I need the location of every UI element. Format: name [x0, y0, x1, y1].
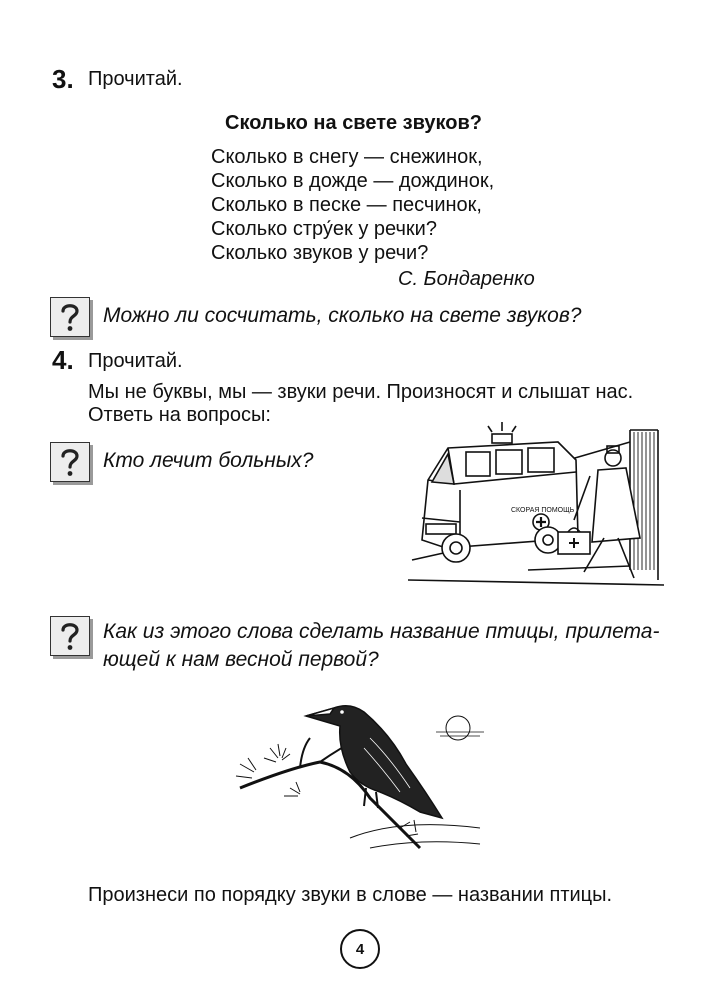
exercise-4-instruction: Прочитай.: [88, 350, 183, 372]
exercise-3-question: Можно ли сосчитать, сколько на свете звуков?: [103, 304, 582, 327]
exercise-4-question-2: [103, 618, 659, 674]
rook-illustration: [230, 688, 490, 856]
poem-author: С. Бондаренко: [398, 268, 535, 290]
question-box: [50, 297, 90, 337]
poem-line: Сколько в дожде — дождинок,: [211, 170, 495, 192]
page-number: [340, 929, 380, 969]
question-mark-icon: [57, 301, 83, 333]
exercise-4-number: 4.: [52, 345, 74, 375]
text-line: Мы не буквы, мы — звуки речи. Произносят и слышат нас.: [88, 381, 634, 403]
question-mark-icon: [57, 620, 83, 652]
question-box: [50, 442, 90, 482]
question-line: ющей к нам весной первой?: [103, 648, 379, 671]
poem-line: Сколько в песке — песчинок,: [211, 194, 482, 216]
poem-title: Сколько на свете звуков?: [225, 112, 483, 134]
exercise-3-instruction: Прочитай.: [88, 68, 183, 90]
question-box: [50, 616, 90, 656]
final-instruction: Произнеси по порядку звуки в слове — названии птицы.: [88, 884, 613, 906]
page-number-text: 4: [355, 940, 365, 958]
poem-line: Сколько в снегу — снежинок,: [211, 146, 483, 168]
question-line: Как из этого слова сделать название птицы, прилета-: [103, 620, 660, 643]
exercise-3-number: 3.: [52, 64, 74, 94]
ambulance-label: СКОРАЯ ПОМОЩЬ: [511, 507, 575, 514]
exercise-4-question-1: Кто лечит больных?: [103, 449, 314, 472]
question-mark-icon: [57, 446, 83, 478]
text-line: Ответь на вопросы:: [88, 404, 271, 426]
poem-lines: [211, 145, 494, 265]
poem-line: Сколько стру́ек у речки?: [211, 218, 437, 240]
poem-line: Сколько звуков у речи?: [211, 242, 429, 264]
ambulance-illustration: [408, 420, 664, 588]
